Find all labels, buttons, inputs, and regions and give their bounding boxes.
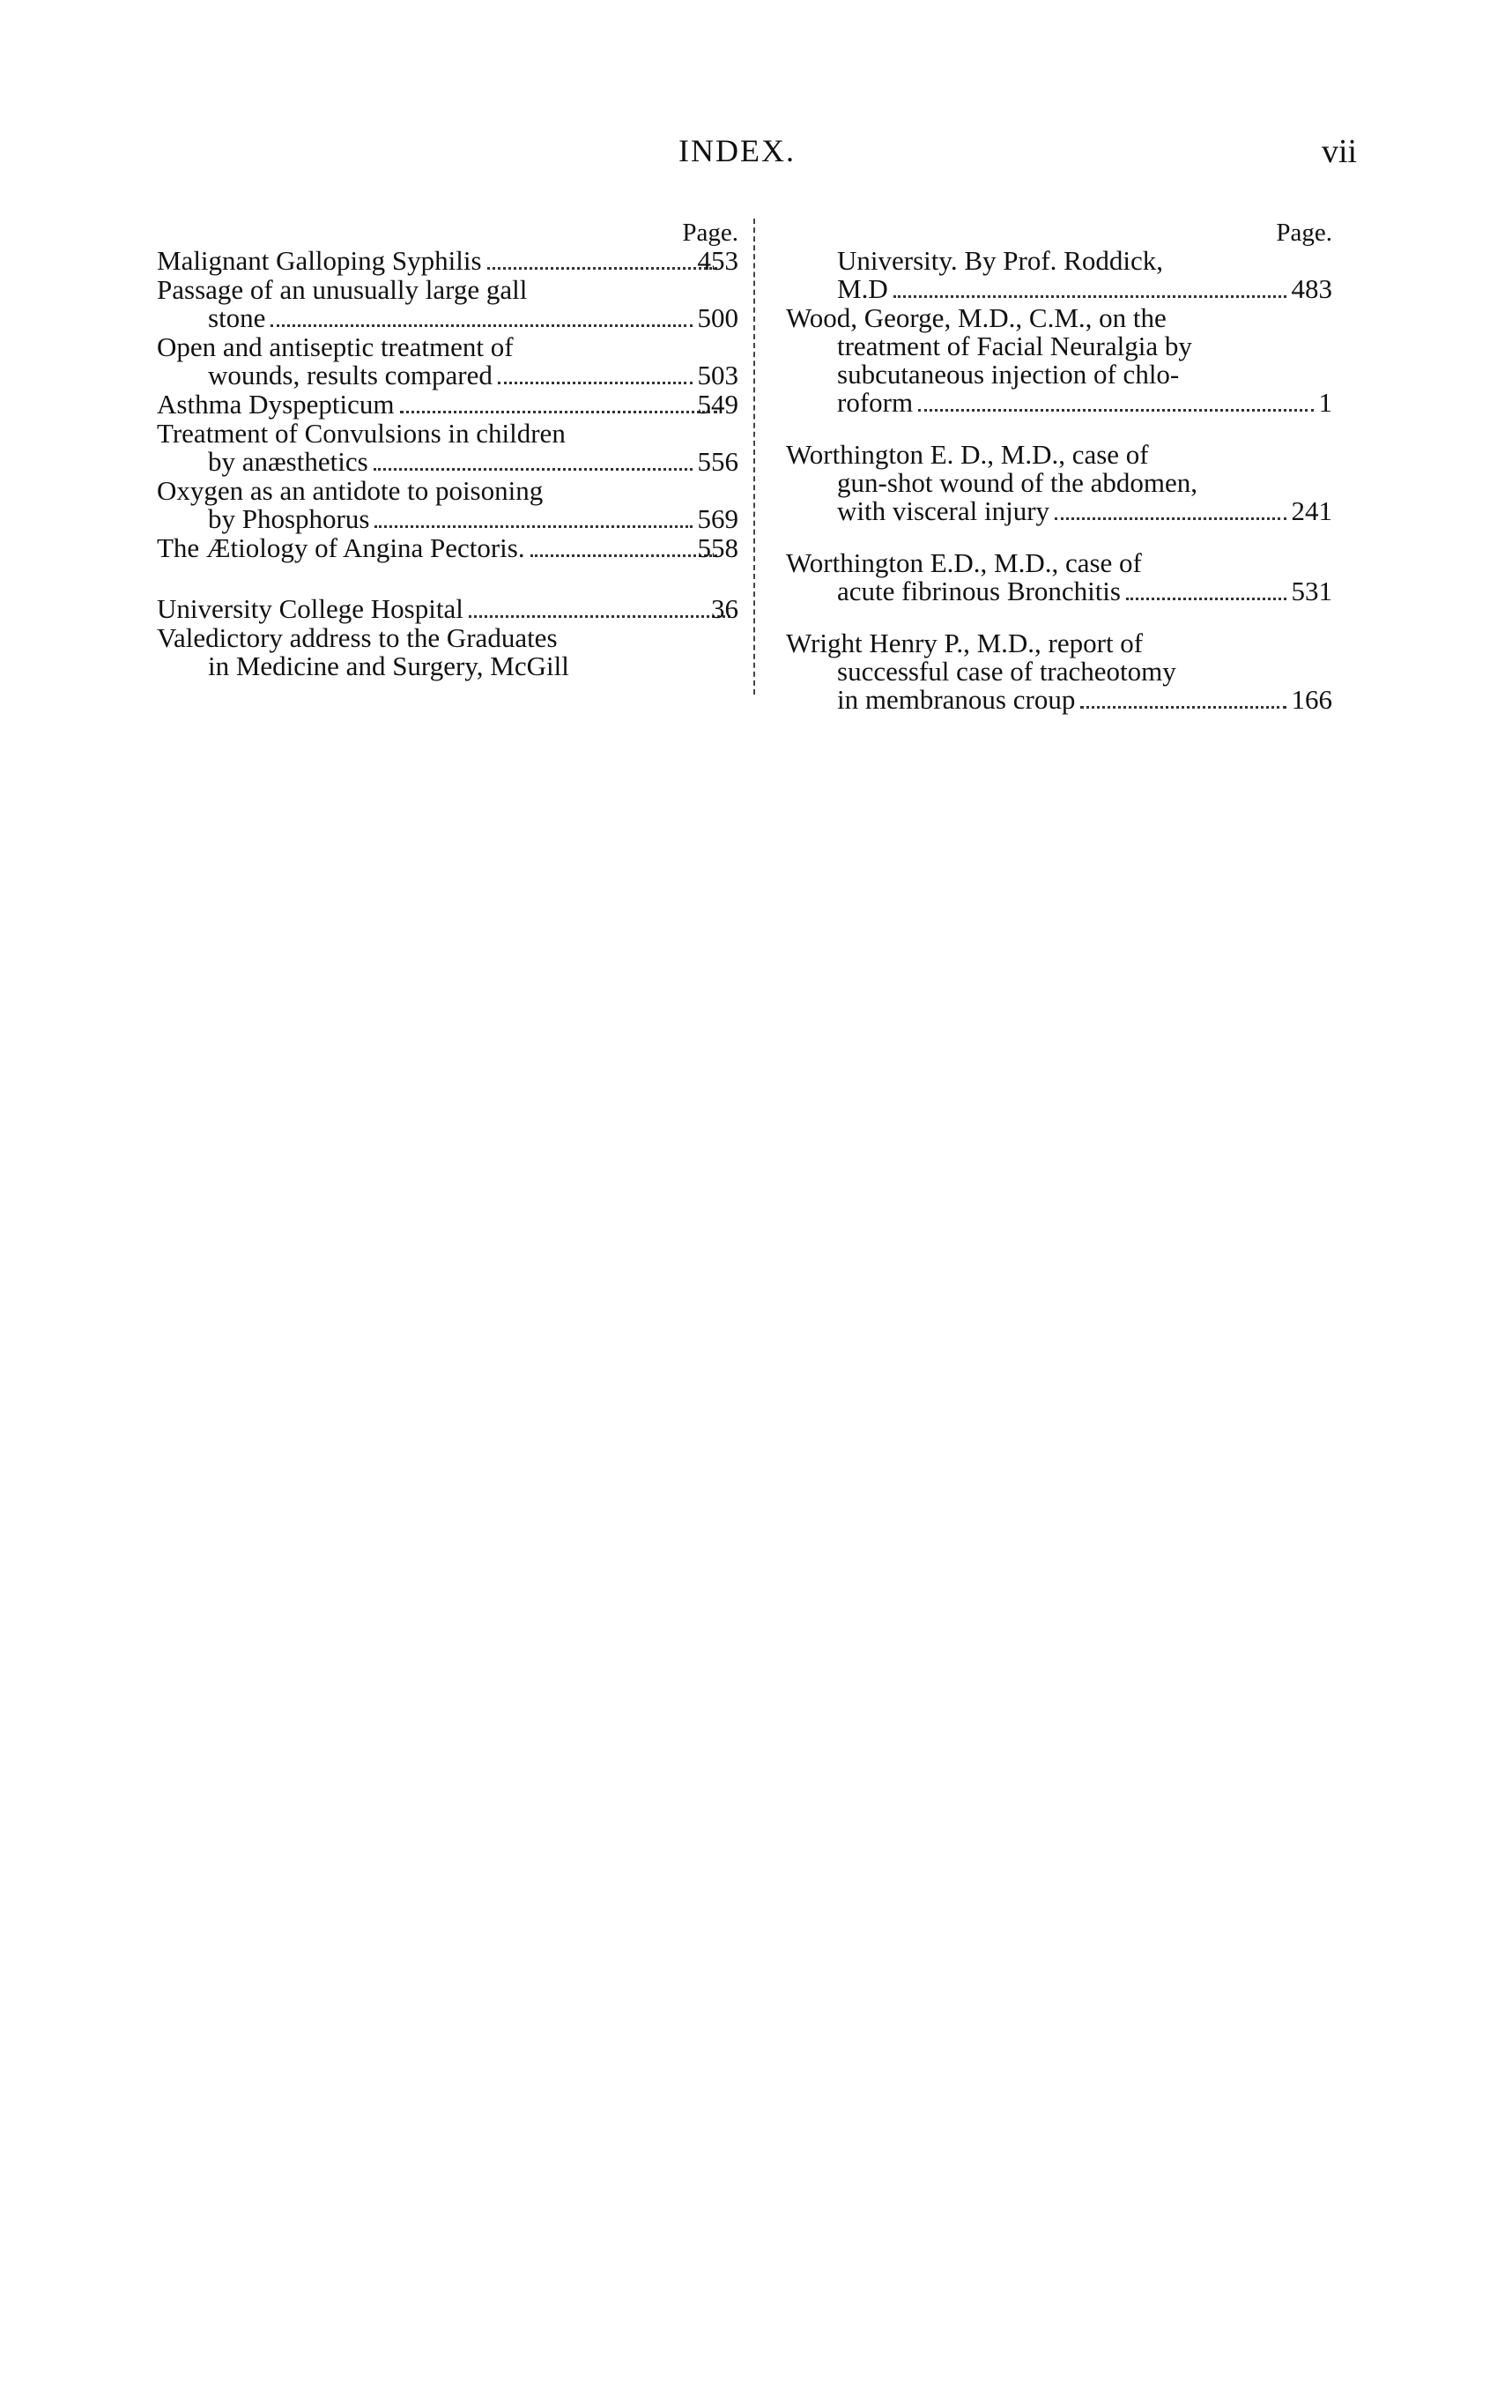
entry-page-number: 241 [1291, 495, 1332, 526]
entry-page-number: 556 [697, 446, 738, 477]
entry-page-number: 166 [1291, 684, 1332, 715]
entry-text: Wright Henry P., M.D., report of [786, 628, 1144, 658]
dot-leader [893, 295, 1286, 298]
entry-text: University. By Prof. Roddick, [837, 245, 1163, 276]
index-entry [786, 441, 1332, 526]
dot-leader [498, 382, 693, 384]
entry-text: Oxygen as an antidote to poisoning [157, 475, 544, 506]
entry-page-number: 36 [711, 593, 738, 624]
index-entry [786, 247, 1332, 304]
running-title: INDEX. [678, 133, 796, 168]
left-column [157, 219, 738, 680]
dot-leader [374, 468, 693, 471]
index-entry-line [786, 302, 1332, 333]
page-heading-right: Page. [1276, 219, 1332, 247]
index-entry [157, 390, 738, 420]
dot-leader [1126, 598, 1286, 600]
entry-text: stone [208, 302, 266, 333]
entry-text: in membranous croup [837, 684, 1076, 715]
index-entry [157, 247, 738, 276]
index-entry [786, 549, 1332, 606]
left-entries [157, 247, 738, 680]
dot-leader [1055, 517, 1286, 520]
index-entry-line [157, 245, 738, 276]
index-entry-line [811, 497, 1332, 526]
entry-text: Malignant Galloping Syphilis [157, 245, 482, 276]
entry-text: treatment of Facial Neuralgia by [837, 331, 1192, 361]
index-entry-line [157, 593, 738, 624]
index-entry [157, 276, 738, 333]
entry-text: Wood, George, M.D., C.M., on the [786, 302, 1167, 333]
dot-leader [487, 267, 717, 270]
index-entry-line [786, 439, 1332, 470]
index-entry-line [811, 577, 1332, 606]
index-entry-line [811, 332, 1332, 360]
entry-text: roform [837, 387, 914, 418]
entry-page-number: 569 [697, 503, 738, 534]
index-entry-line [811, 389, 1332, 418]
dot-leader [374, 525, 692, 528]
entry-page-number: 483 [1291, 273, 1332, 304]
index-entry [157, 420, 738, 477]
index-entry-line [811, 275, 1332, 304]
entry-text: Asthma Dyspepticum [157, 389, 395, 420]
entry-text: Worthington E.D., M.D., case of [786, 547, 1142, 578]
column-divider [753, 219, 755, 695]
entry-page-number: 549 [697, 389, 738, 420]
index-entry [157, 595, 738, 624]
index-entry-line [811, 469, 1332, 497]
index-entry [157, 333, 738, 390]
entry-text: M.D [837, 273, 888, 304]
entry-page-number: 1 [1318, 387, 1332, 418]
dot-leader [1080, 706, 1286, 709]
entry-text: The Ætiology of Angina Pectoris. [157, 532, 525, 563]
page-heading-left: Page. [682, 219, 738, 247]
index-entry [157, 534, 738, 563]
index-entry-line [786, 547, 1332, 578]
entry-text: Passage of an unusually large gall [157, 274, 528, 305]
index-entry-line [182, 448, 738, 477]
dot-leader [400, 411, 717, 413]
entry-text: successful case of tracheotomy [837, 656, 1176, 687]
dot-leader [918, 409, 1313, 412]
entry-text: Open and antiseptic treatment of [157, 331, 514, 362]
entry-page-number: 503 [697, 360, 738, 390]
index-entry [786, 304, 1332, 418]
entry-text: Treatment of Convulsions in children [157, 418, 566, 449]
entry-text: gun-shot wound of the abdomen, [837, 467, 1197, 498]
entry-text: in Medicine and Surgery, McGill [208, 650, 569, 681]
entry-text: Worthington E. D., M.D., case of [786, 439, 1149, 470]
index-entry-line [811, 360, 1332, 389]
index-entry-line [157, 389, 738, 420]
entry-page-number: 453 [697, 245, 738, 276]
index-entry-line [811, 686, 1332, 715]
index-entry-line [811, 658, 1332, 686]
entry-text: by anæsthetics [208, 446, 368, 477]
index-entry-line [157, 331, 738, 362]
index-entry-line [786, 628, 1332, 658]
entry-text: Valedictory address to the Graduates [157, 622, 558, 653]
entry-text: with visceral injury [837, 495, 1050, 526]
index-entry-line [182, 304, 738, 333]
dot-leader [530, 554, 717, 557]
dot-leader [469, 615, 730, 618]
index-entry [157, 624, 738, 680]
index-entry-line [157, 475, 738, 506]
index-entry [157, 477, 738, 534]
entry-page-number: 558 [697, 532, 738, 563]
index-entry-line [811, 247, 1332, 275]
right-column [786, 219, 1332, 715]
index-entry-line [182, 652, 738, 680]
index-entry [786, 629, 1332, 715]
index-entry-line [157, 418, 738, 449]
index-entry-line [182, 361, 738, 390]
index-entry-line [182, 505, 738, 534]
page-number: vii [1322, 133, 1358, 170]
entry-text: subcutaneous injection of chlo- [837, 359, 1180, 390]
dot-leader [271, 324, 692, 327]
entry-text: wounds, results compared [208, 360, 493, 390]
index-entry-line [157, 622, 738, 653]
entry-text: by Phosphorus [208, 503, 370, 534]
entry-page-number: 500 [697, 302, 738, 333]
index-entry-line [157, 532, 738, 563]
right-entries [786, 247, 1332, 715]
entry-text: University College Hospital [157, 593, 463, 624]
index-entry-line [157, 274, 738, 305]
entry-text: acute fibrinous Bronchitis [837, 576, 1121, 606]
entry-page-number: 531 [1291, 576, 1332, 606]
